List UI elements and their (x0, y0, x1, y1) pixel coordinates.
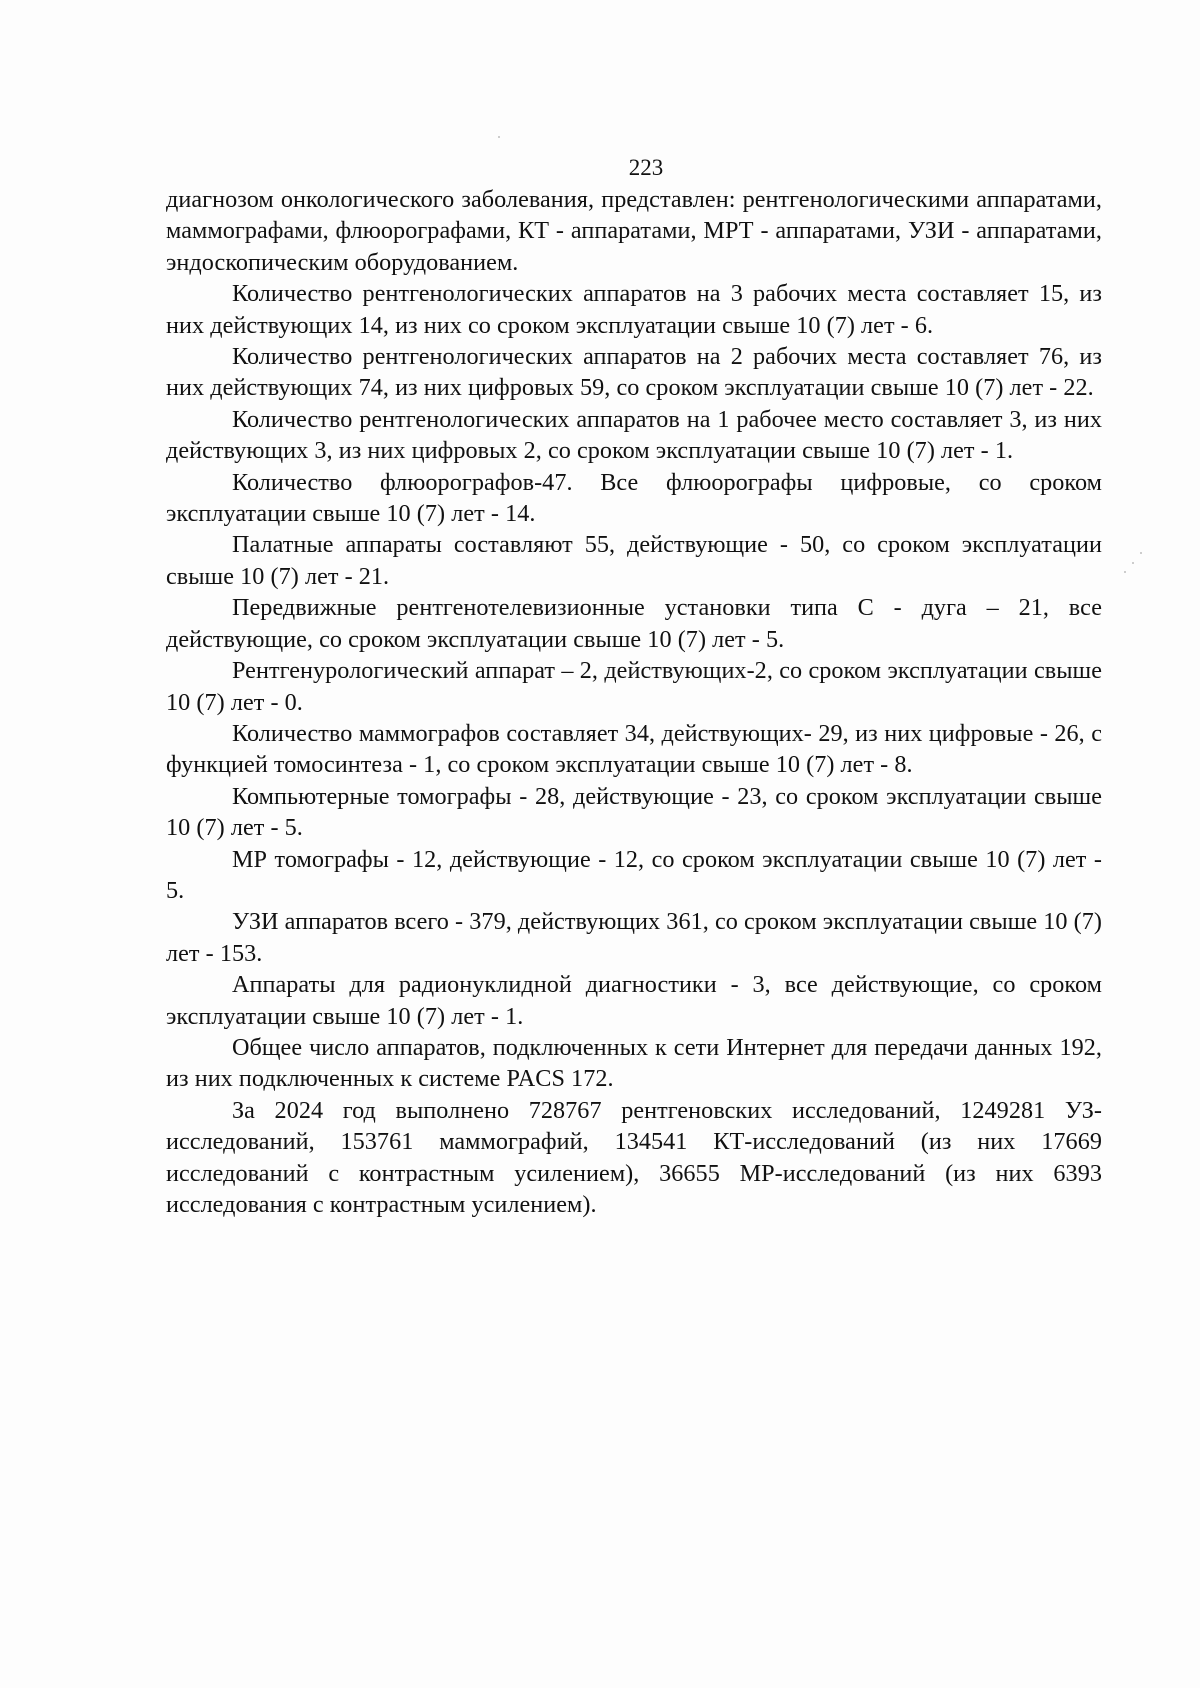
paragraph-xray-1-workplace: Количество рентгенологических аппаратов на 1 рабочее место составляет 3, из них действующих 3, из них цифровых 2, со сроком эксплуатации свыше 10 (7) лет - 1. (166, 405, 1102, 465)
body-text (166, 184, 1102, 1220)
paragraph-mri: МР томографы - 12, действующие - 12, со сроком эксплуатации свыше 10 (7) лет - 5. (166, 845, 1102, 904)
scan-speck (1132, 562, 1134, 564)
paragraph-xray-2-workplaces: Количество рентгенологических аппаратов на 2 рабочих места составляет 76, из них действующих 74, из них цифровых 59, со сроком эксплуатации свыше 10 (7) лет - 22. (166, 343, 1102, 402)
paragraph-c-arm: Передвижные рентгенотелевизионные установки типа С - дуга – 21, все действующие, со сроком эксплуатации свыше 10 (7) лет - 5. (166, 594, 1102, 653)
paragraph-2024-studies: За 2024 год выполнено 728767 рентгеновских исследований, 1249281 УЗ-исследований, 153761 маммографий, 134541 КТ-исследований (из них 17669 исследований с контрастным усилением), 36655 МР-исследований (из них 6393 исследования с контрастным усилением). (166, 1096, 1102, 1218)
paragraph-fluorographs: Количество флюорографов-47. Все флюорографы цифровые, со сроком эксплуатации свыше 10 (7) лет - 14. (166, 468, 1102, 528)
paragraph-xray-3-workplaces: Количество рентгенологических аппаратов на 3 рабочих места составляет 15, из них действующих 14, из них со сроком эксплуатации свыше 10 (7) лет - 6. (166, 280, 1102, 339)
paragraph-intro-continuation: диагнозом онкологического заболевания, представлен: рентгенологическими аппаратами, маммографами, флюорографами, КТ - аппаратами, МРТ - аппаратами, УЗИ - аппаратами, эндоскопическим оборудованием. (166, 186, 1102, 276)
paragraph-mammographs: Количество маммографов составляет 34, действующих- 29, из них цифровые - 26, с функцией томосинтеза - 1, со сроком эксплуатации свыше 10 (7) лет - 8. (166, 719, 1102, 779)
scan-speck (1140, 552, 1142, 554)
scan-speck (1124, 571, 1126, 573)
paragraph-urology-xray: Рентгенурологический аппарат – 2, действующих-2, со сроком эксплуатации свыше 10 (7) лет - 0. (166, 657, 1102, 716)
paragraph-radionuclide: Аппараты для радионуклидной диагностики - 3, все действующие, со сроком эксплуатации свыше 10 (7) лет - 1. (166, 971, 1102, 1030)
paragraph-internet-pacs: Общее число аппаратов, подключенных к сети Интернет для передачи данных 192, из них подключенных к системе PACS 172. (166, 1033, 1102, 1093)
paragraph-ward-devices: Палатные аппараты составляют 55, действующие - 50, со сроком эксплуатации свыше 10 (7) лет - 21. (166, 531, 1102, 590)
paragraph-ct: Компьютерные томографы - 28, действующие - 23, со сроком эксплуатации свыше 10 (7) лет - 5. (166, 782, 1102, 842)
paragraph-ultrasound: УЗИ аппаратов всего - 379, действующих 361, со сроком эксплуатации свыше 10 (7) лет - 153. (166, 908, 1102, 967)
page-number: 223 (628, 155, 664, 180)
scan-speck (498, 136, 500, 138)
